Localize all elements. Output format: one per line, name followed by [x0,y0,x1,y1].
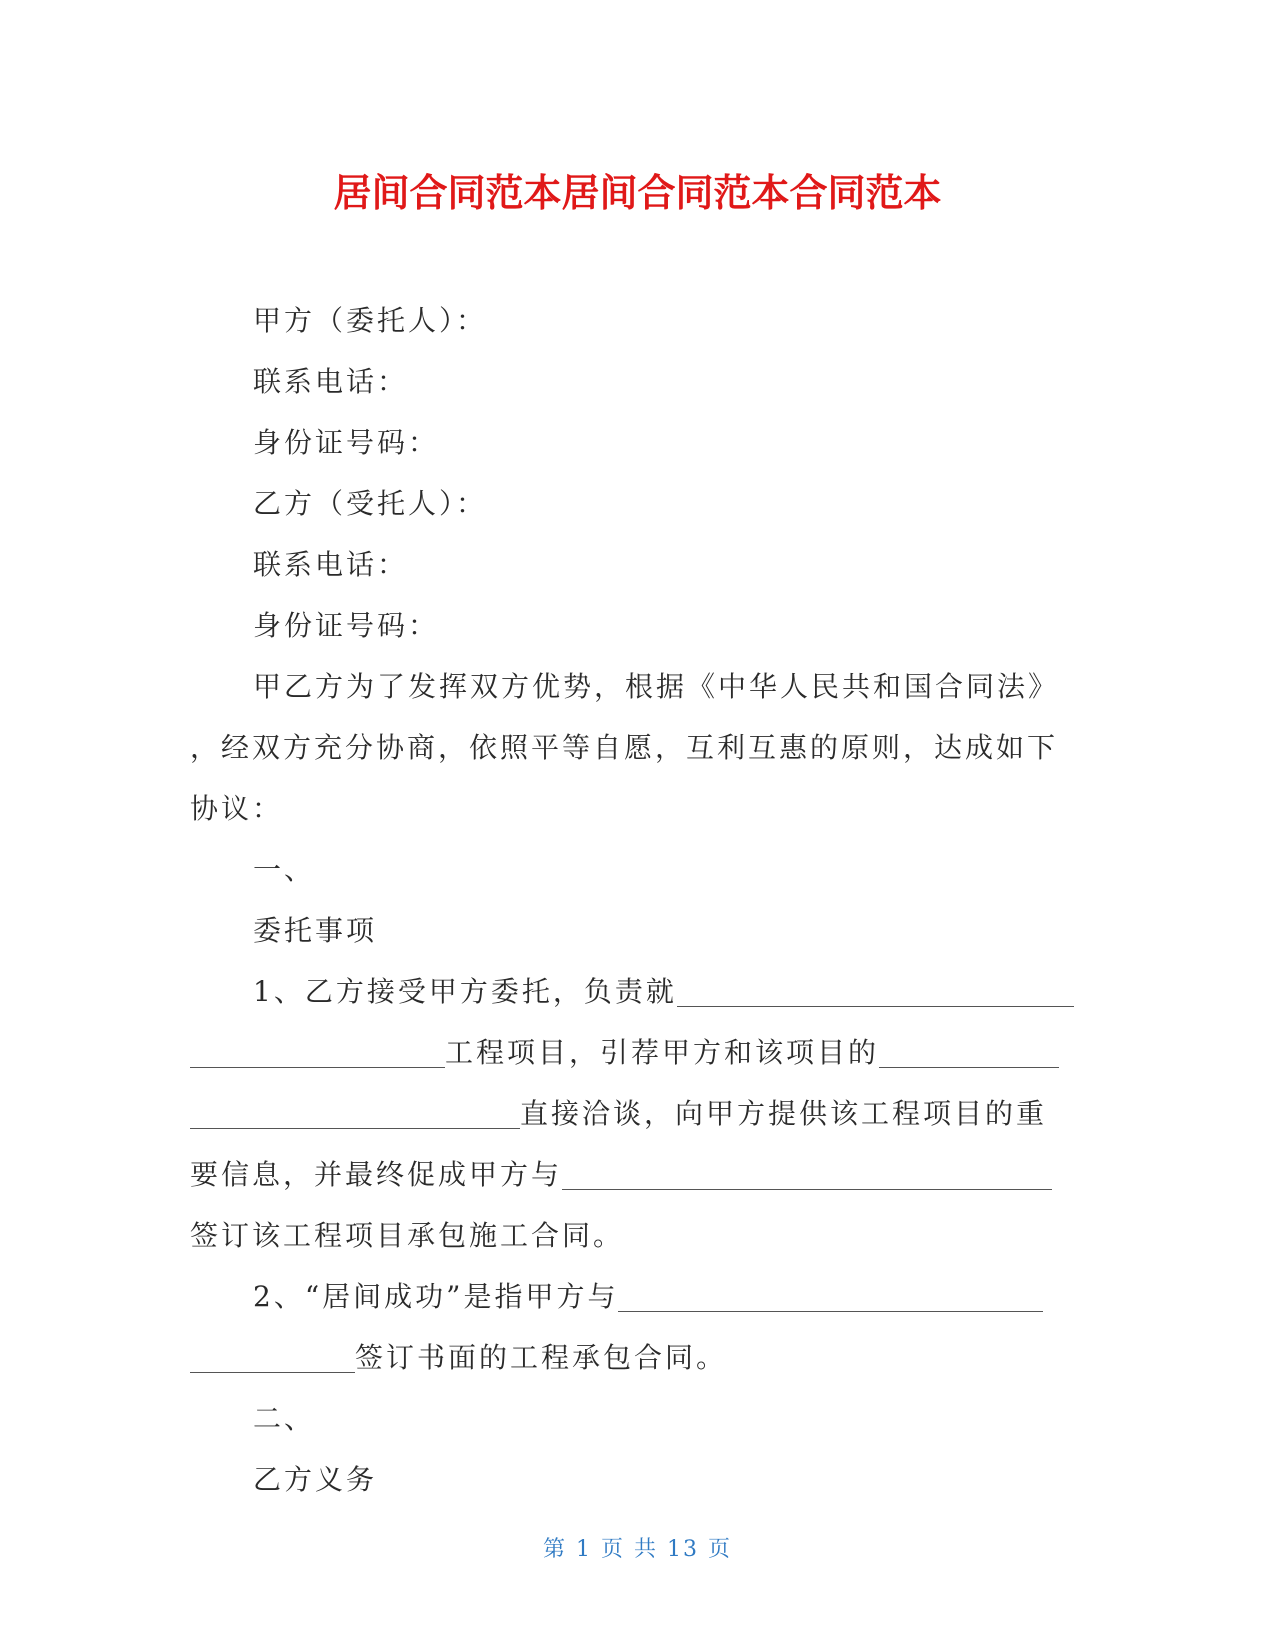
preamble-line-2: ，经双方充分协商，依照平等自愿，互利互惠的原则，达成如下 [190,731,1059,764]
preamble-line-3: 协议： [190,792,284,825]
blank-line [562,1149,1052,1190]
clause-2-text-2: 签订书面的工程承包合同。 [355,1341,728,1374]
clause-1-line-4 [190,1144,1080,1205]
clause-2-line-1 [190,1266,1080,1327]
clause-1-line-1 [190,961,1080,1022]
document-title: 居间合同范本居间合同范本合同范本 [333,171,942,215]
blank-line [190,1332,355,1373]
clause-1-line-2 [190,1022,1080,1083]
blank-line [190,1088,520,1129]
clause-2-text-1: 2、“居间成功”是指甲方与 [253,1280,619,1313]
section-two-number: 二、 [253,1402,316,1435]
party-b-phone-label: 联系电话： [253,548,409,581]
clause-2-line-2 [190,1327,1080,1388]
party-b-label: 乙方（受托人）： [253,487,488,520]
clause-1-text-4: 要信息，并最终促成甲方与 [190,1158,563,1191]
clause-1-text-3: 直接洽谈，向甲方提供该工程项目的重 [520,1097,1048,1130]
clause-1-text-2: 工程项目，引荐甲方和该项目的 [445,1036,880,1069]
blank-line [190,1027,445,1068]
document-body [190,290,1080,1510]
party-b-id-label: 身份证号码： [253,609,440,642]
blank-line [879,1027,1059,1068]
clause-1-line-5: 签订该工程项目承包施工合同。 [190,1219,625,1252]
party-a-phone-label: 联系电话： [253,365,409,398]
blank-line [618,1271,1043,1312]
clause-1-text-1: 1、乙方接受甲方委托，负责就 [253,975,677,1008]
section-two-heading: 乙方义务 [253,1463,378,1496]
section-one-number: 一、 [253,853,316,886]
clause-1-line-3 [190,1083,1080,1144]
section-one-heading: 委托事项 [253,914,378,947]
blank-line [677,966,1074,1007]
page-number: 第 1 页 共 13 页 [543,1537,732,1562]
party-a-id-label: 身份证号码： [253,426,440,459]
party-a-label: 甲方（委托人）： [253,304,488,337]
preamble-line-1: 甲乙方为了发挥双方优势，根据《中华人民共和国合同法》 [253,670,1060,703]
